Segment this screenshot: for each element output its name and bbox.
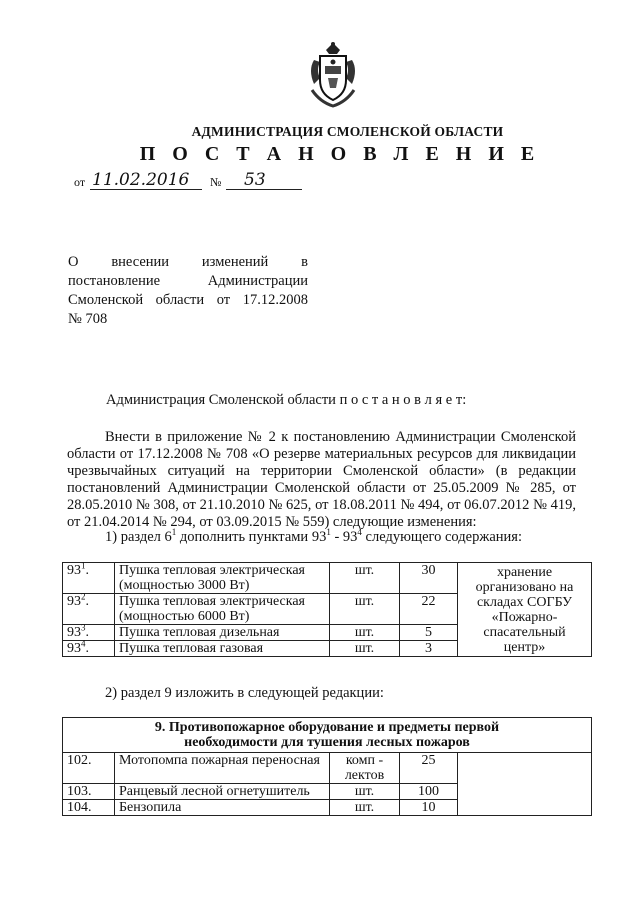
item-name: Мотопомпа пожарная переносная [115,753,330,784]
table-section-6 [62,562,592,657]
row-number: $93^1$. [63,563,115,594]
document-type-title: П О С Т А Н О В Л Е Н И Е [139,143,541,165]
item-2-text: 2) раздел 9 изложить в следующей редакции: [105,685,384,701]
item-quantity: 100 [400,784,458,800]
item-unit: комп - лектов [330,753,400,784]
table-header-row [63,718,592,753]
section-9-heading: 9. Противопожарное оборудование и предметы первой необходимости для тушения лесных пожаров [63,718,592,753]
item-unit: шт. [330,784,400,800]
date-number-line [74,172,314,194]
row-number: 104. [63,800,115,816]
number-prefix: № [210,175,222,189]
date-prefix: от [74,175,86,189]
item-quantity: 10 [400,800,458,816]
table-section-9 [62,717,592,816]
item-quantity: 5 [400,625,458,641]
item-name: Бензопила [115,800,330,816]
document-subject [68,253,308,329]
row-number: 102. [63,753,115,784]
subject-text: О внесении изменений в постановление Администрации Смоленской области от 17.12.2008 [68,254,308,308]
item-unit: шт. [330,625,400,641]
item-name: Пушка тепловая дизельная [115,625,330,641]
subject-text-end: № 708 [68,311,108,327]
item-name: Пушка тепловая электрическая (мощностью 6000 Вт) [115,594,330,625]
item-unit: шт. [330,800,400,816]
body-paragraph: Внести в приложение № 2 к постановлению Администрации Смоленской области от 17.12.2008 № 708 «О резерве материальных ресурсов для ликвидации чрезвычайных ситуаций на территории Смоленской области» (в редакции постановлений Администрации Смоленской области от 25.05.2009 № 285, от 28.05.2010 № 308, от 21.10.2010 № 625, от 18.08.2011 № 494, от 06.07.2012 № 419, от 21.04.2014 № 294, от 03.09.2015 № 559) следующие изменения: [67,429,576,530]
item-unit: шт. [330,563,400,594]
item-name: Пушка тепловая электрическая (мощностью 3000 Вт) [115,563,330,594]
row-number: 103. [63,784,115,800]
row-number: $93^2$. [63,594,115,625]
item-name: Пушка тепловая газовая [115,641,330,657]
coat-of-arms-emblem [300,40,366,110]
item-quantity: 3 [400,641,458,657]
row-number: $93^3$. [63,625,115,641]
item-quantity: 30 [400,563,458,594]
item-unit: шт. [330,641,400,657]
item-unit: шт. [330,594,400,625]
row-number: $93^4$. [63,641,115,657]
table-row [63,563,592,594]
item-quantity: 22 [400,594,458,625]
number-value: 53 [244,170,266,190]
item-name: Ранцевый лесной огнетушитель [115,784,330,800]
date-value: 11.02.2016 [92,170,190,190]
item-quantity: 25 [400,753,458,784]
organization-name: АДМИНИСТРАЦИЯ СМОЛЕНСКОЙ ОБЛАСТИ [191,124,504,139]
storage-note: хранение организовано на складах СОГБУ «Пожарно-спасательный центр» [458,563,592,657]
storage-note-empty [458,753,592,816]
decree-statement: Администрация Смоленской области п о с т а н о в л я е т: [106,392,467,408]
table-row [63,753,592,784]
item-1-text: 1) раздел $6^1$ дополнить пунктами $93^1 - 93^4$ следующего содержания: [105,527,522,545]
